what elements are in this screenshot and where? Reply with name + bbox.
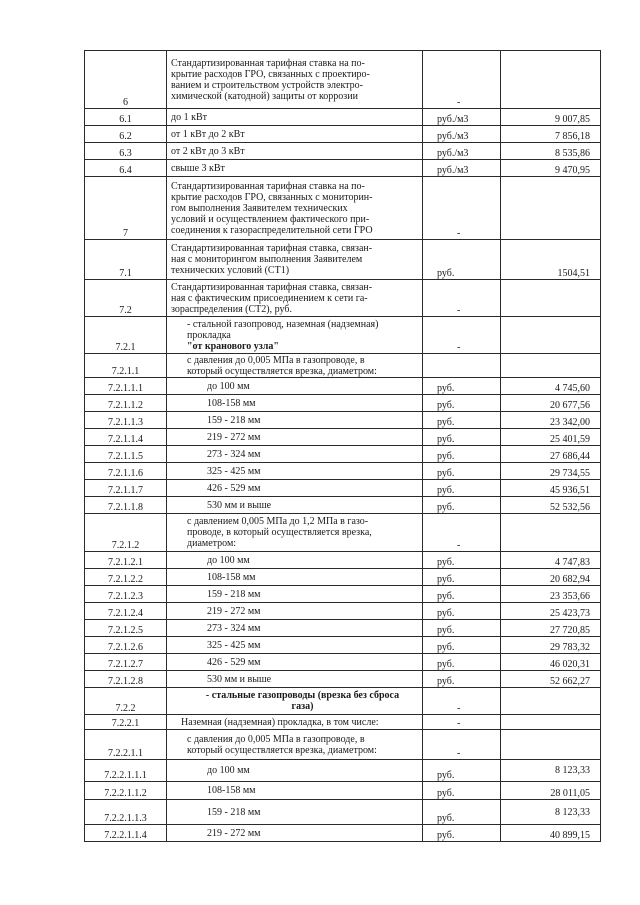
- row-value: [501, 715, 601, 730]
- row-number: 7.2.2.1.1.1: [85, 760, 167, 782]
- table-row: [85, 317, 601, 354]
- row-value: 4 747,83: [501, 552, 601, 569]
- row-value: [501, 730, 601, 760]
- table-row: [85, 126, 601, 143]
- row-unit: -: [423, 51, 501, 109]
- row-value: 1504,51: [501, 240, 601, 280]
- row-value: 23 353,66: [501, 586, 601, 603]
- row-description: до 100 мм: [167, 552, 423, 569]
- row-value: 25 423,73: [501, 603, 601, 620]
- row-description: - стальные газопроводы (врезка без сброса газа): [167, 688, 423, 715]
- table-row: [85, 240, 601, 280]
- row-number: 7.2.1.1.2: [85, 395, 167, 412]
- row-number: 7.2.1.1: [85, 354, 167, 378]
- row-description: с давления до 0,005 МПа в газопроводе, в который осуществляется врезка, диаметром:: [167, 354, 423, 378]
- row-description: от 1 кВт до 2 кВт: [167, 126, 423, 143]
- row-unit: руб.: [423, 654, 501, 671]
- row-value: 52 662,27: [501, 671, 601, 688]
- row-value: 27 686,44: [501, 446, 601, 463]
- row-description: 426 - 529 мм: [167, 654, 423, 671]
- row-description: 325 - 425 мм: [167, 463, 423, 480]
- row-number: 7.2.1.1.5: [85, 446, 167, 463]
- row-unit: руб.: [423, 620, 501, 637]
- row-number: 6.4: [85, 160, 167, 177]
- row-value: 8 123,33: [501, 800, 601, 825]
- table-row: [85, 51, 601, 109]
- row-number: 7.2.1.2.6: [85, 637, 167, 654]
- table-row: [85, 446, 601, 463]
- row-value: 25 401,59: [501, 429, 601, 446]
- row-number: 7.2.2: [85, 688, 167, 715]
- row-unit: руб.: [423, 671, 501, 688]
- row-value: 45 936,51: [501, 480, 601, 497]
- row-description: 219 - 272 мм: [167, 429, 423, 446]
- row-number: 6.2: [85, 126, 167, 143]
- row-value: [501, 280, 601, 317]
- row-value: 40 899,15: [501, 825, 601, 842]
- row-value: 29 734,55: [501, 463, 601, 480]
- row-description: 273 - 324 мм: [167, 446, 423, 463]
- row-unit: -: [423, 688, 501, 715]
- row-unit: руб.: [423, 395, 501, 412]
- table-row: [85, 280, 601, 317]
- row-unit: руб.: [423, 760, 501, 782]
- table-row: [85, 463, 601, 480]
- table-row: [85, 800, 601, 825]
- table-row: [85, 782, 601, 800]
- row-description: Стандартизированная тарифная ставка на по- крытие расходов ГРО, связанных с мониторин- гом выполнения Заявителем технических условий и осуществлением фактического при- соединения к газораспределительной сети ГРО: [167, 177, 423, 240]
- row-description: 159 - 218 мм: [167, 586, 423, 603]
- row-unit: -: [423, 317, 501, 354]
- row-description: - стальной газопровод, наземная (надземная) прокладка "от кранового узла": [167, 317, 423, 354]
- tariff-document: [84, 50, 600, 842]
- row-unit: руб.: [423, 497, 501, 514]
- table-row: [85, 378, 601, 395]
- row-unit: руб.: [423, 412, 501, 429]
- row-description: до 1 кВт: [167, 109, 423, 126]
- row-unit: руб./м3: [423, 143, 501, 160]
- row-unit: руб./м3: [423, 160, 501, 177]
- row-unit: руб.: [423, 429, 501, 446]
- row-unit: [423, 354, 501, 378]
- row-number: 7.2.2.1.1: [85, 730, 167, 760]
- row-value: 46 020,31: [501, 654, 601, 671]
- table-row: [85, 354, 601, 378]
- table-row: [85, 620, 601, 637]
- row-number: 7.2.1.2.2: [85, 569, 167, 586]
- table-row: [85, 760, 601, 782]
- table-row: [85, 671, 601, 688]
- row-unit: руб.: [423, 240, 501, 280]
- table-row: [85, 514, 601, 552]
- row-unit: руб.: [423, 637, 501, 654]
- row-unit: -: [423, 280, 501, 317]
- row-number: 6.1: [85, 109, 167, 126]
- row-description: с давления до 0,005 МПа в газопроводе, в который осуществляется врезка, диаметром:: [167, 730, 423, 760]
- row-description: с давлением 0,005 МПа до 1,2 МПа в газо- проводе, в который осуществляется врезка, диаметром:: [167, 514, 423, 552]
- row-unit: руб.: [423, 480, 501, 497]
- row-description: Стандартизированная тарифная ставка, связан- ная с мониторингом выполнения Заявителем технических условий (СТ1): [167, 240, 423, 280]
- row-description: 530 мм и выше: [167, 497, 423, 514]
- row-unit: руб.: [423, 782, 501, 800]
- table-row: [85, 603, 601, 620]
- table-row: [85, 730, 601, 760]
- table-row: [85, 715, 601, 730]
- row-description: Стандартизированная тарифная ставка на по- крытие расходов ГРО, связанных с проектиро- ванием и строительством устройств электро- химической (катодной) защиты от коррозии: [167, 51, 423, 109]
- row-number: 7.2.1.1.3: [85, 412, 167, 429]
- row-unit: руб.: [423, 463, 501, 480]
- row-description: 108-158 мм: [167, 395, 423, 412]
- row-description: 273 - 324 мм: [167, 620, 423, 637]
- row-value: 9 007,85: [501, 109, 601, 126]
- row-value: [501, 317, 601, 354]
- row-unit: руб.: [423, 552, 501, 569]
- row-description: от 2 кВт до 3 кВт: [167, 143, 423, 160]
- row-description: Наземная (надземная) прокладка, в том числе:: [167, 715, 423, 730]
- table-row: [85, 654, 601, 671]
- row-unit: -: [423, 730, 501, 760]
- row-number: 7.2: [85, 280, 167, 317]
- row-number: 6: [85, 51, 167, 109]
- row-description: 159 - 218 мм: [167, 412, 423, 429]
- row-value: 8 123,33: [501, 760, 601, 782]
- row-unit: руб.: [423, 569, 501, 586]
- row-value: 28 011,05: [501, 782, 601, 800]
- table-row: [85, 688, 601, 715]
- row-number: 7.2.1.1.4: [85, 429, 167, 446]
- row-value: [501, 688, 601, 715]
- row-unit: руб.: [423, 446, 501, 463]
- table-row: [85, 412, 601, 429]
- row-description: до 100 мм: [167, 760, 423, 782]
- row-number: 7.2.1: [85, 317, 167, 354]
- row-number: 7.2.1.1.1: [85, 378, 167, 395]
- row-value: 20 677,56: [501, 395, 601, 412]
- row-number: 7.2.1.2.7: [85, 654, 167, 671]
- row-description: 325 - 425 мм: [167, 637, 423, 654]
- row-unit: руб./м3: [423, 109, 501, 126]
- table-row: [85, 480, 601, 497]
- row-value: 7 856,18: [501, 126, 601, 143]
- row-value: 9 470,95: [501, 160, 601, 177]
- row-description: 426 - 529 мм: [167, 480, 423, 497]
- row-value: [501, 51, 601, 109]
- table-row: [85, 552, 601, 569]
- row-unit: -: [423, 514, 501, 552]
- row-number: 7.2.1.1.7: [85, 480, 167, 497]
- row-number: 7.2.2.1.1.2: [85, 782, 167, 800]
- row-value: 4 745,60: [501, 378, 601, 395]
- row-number: 7.2.1.2.8: [85, 671, 167, 688]
- row-value: 29 783,32: [501, 637, 601, 654]
- row-unit: -: [423, 715, 501, 730]
- table-row: [85, 825, 601, 842]
- table-row: [85, 177, 601, 240]
- row-value: 27 720,85: [501, 620, 601, 637]
- row-number: 7.2.2.1.1.3: [85, 800, 167, 825]
- row-unit: руб.: [423, 825, 501, 842]
- row-value: 20 682,94: [501, 569, 601, 586]
- row-number: 7.1: [85, 240, 167, 280]
- table-row: [85, 569, 601, 586]
- row-unit: руб.: [423, 378, 501, 395]
- row-description: Стандартизированная тарифная ставка, связан- ная с фактическим присоединением к сети га- зораспределения (СТ2), руб.: [167, 280, 423, 317]
- row-value: 23 342,00: [501, 412, 601, 429]
- row-number: 7.2.1.1.8: [85, 497, 167, 514]
- row-number: 7.2.2.1.1.4: [85, 825, 167, 842]
- row-value: [501, 514, 601, 552]
- row-number: 7: [85, 177, 167, 240]
- tariff-table-body: [85, 51, 601, 842]
- row-number: 7.2.2.1: [85, 715, 167, 730]
- row-number: 7.2.1.2.1: [85, 552, 167, 569]
- row-number: 7.2.1.1.6: [85, 463, 167, 480]
- row-value: 8 535,86: [501, 143, 601, 160]
- row-unit: -: [423, 177, 501, 240]
- row-description: 530 мм и выше: [167, 671, 423, 688]
- row-description: 108-158 мм: [167, 569, 423, 586]
- row-unit: руб.: [423, 800, 501, 825]
- row-description: 159 - 218 мм: [167, 800, 423, 825]
- row-number: 7.2.1.2.5: [85, 620, 167, 637]
- table-row: [85, 429, 601, 446]
- row-number: 6.3: [85, 143, 167, 160]
- row-description: 219 - 272 мм: [167, 603, 423, 620]
- row-unit: руб.: [423, 586, 501, 603]
- row-unit: руб./м3: [423, 126, 501, 143]
- row-value: [501, 354, 601, 378]
- row-unit: руб.: [423, 603, 501, 620]
- row-number: 7.2.1.2.4: [85, 603, 167, 620]
- table-row: [85, 637, 601, 654]
- row-number: 7.2.1.2.3: [85, 586, 167, 603]
- table-row: [85, 586, 601, 603]
- table-row: [85, 497, 601, 514]
- table-row: [85, 143, 601, 160]
- table-row: [85, 109, 601, 126]
- row-value: [501, 177, 601, 240]
- row-value: 52 532,56: [501, 497, 601, 514]
- row-description: свыше 3 кВт: [167, 160, 423, 177]
- table-row: [85, 160, 601, 177]
- row-description: 108-158 мм: [167, 782, 423, 800]
- tariff-table: [84, 50, 601, 842]
- row-description: 219 - 272 мм: [167, 825, 423, 842]
- table-row: [85, 395, 601, 412]
- row-description: до 100 мм: [167, 378, 423, 395]
- row-number: 7.2.1.2: [85, 514, 167, 552]
